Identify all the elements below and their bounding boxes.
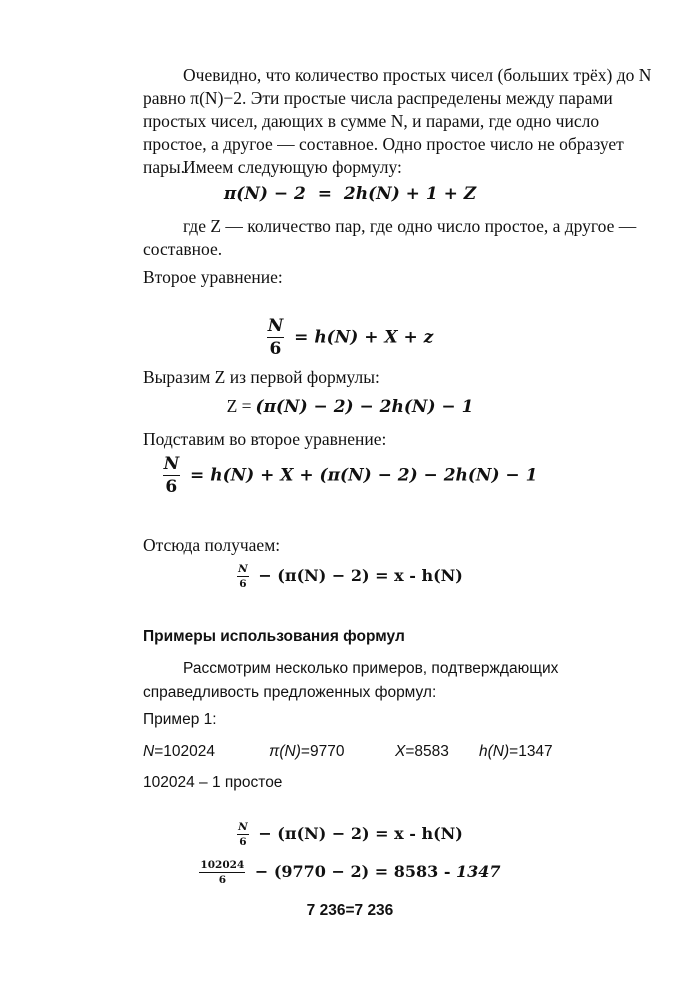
where-z-text: где Z — количество пар, где одно число простое, а другое — составное.	[143, 216, 637, 259]
fraction-numerator: 102024	[200, 859, 245, 871]
express-z-label: Выразим Z из первой формулы:	[143, 367, 380, 387]
value-pi-n-text: =9770	[300, 743, 345, 760]
examples-intro: Рассмотрим несколько примеров, подтверждающих справедливость предложенных формул:	[143, 660, 559, 701]
formula-5-rhs: − (π(N) − 2) = x - h(N)	[258, 566, 463, 585]
example-1-formula-numeric-rhs: − (9770 − 2) = 8583 -	[254, 862, 457, 881]
formula-2-rhs: = h(N) + X + z	[294, 327, 434, 348]
substitute-label: Подставим во второе уравнение:	[143, 429, 387, 449]
formula-2	[0, 318, 700, 358]
fraction-n-over-6	[163, 456, 181, 496]
second-equation-label: Второе уравнение:	[143, 267, 283, 287]
value-h-n-text: =1347	[509, 743, 553, 760]
value-n-text: =102024	[154, 743, 215, 760]
hence-label: Отсюда получаем:	[143, 535, 281, 555]
fraction-n-over-6	[267, 318, 285, 358]
fraction-n-over-6	[237, 564, 249, 589]
value-h-n	[479, 740, 553, 763]
value-x	[395, 740, 479, 763]
example-1-formula-numeric	[0, 860, 700, 885]
fraction-denominator: 6	[269, 339, 282, 359]
example-1-formula-general	[0, 822, 700, 847]
formula-3-lhs: Z =	[226, 396, 252, 416]
example-1-note: 102024 – 1 простое	[143, 774, 283, 791]
fraction-numerator: N	[267, 316, 284, 336]
fraction-numerator: N	[238, 821, 248, 833]
example-1-values	[143, 740, 663, 763]
value-x-text: =8583	[405, 743, 449, 760]
fraction-denominator: 6	[239, 835, 247, 848]
example-1-formula-general-rhs: − (π(N) − 2) = x - h(N)	[258, 824, 463, 843]
formula-3-rhs: (π(N) − 2) − 2h(N) − 1	[255, 397, 474, 417]
value-pi-n	[269, 740, 395, 763]
value-n-name: N	[143, 743, 155, 760]
fraction-denominator: 6	[239, 577, 247, 590]
fraction-numerator: N	[238, 563, 248, 575]
example-1-result: 7 236=7 236	[306, 902, 394, 919]
formula-intro-text: Имеем следующую формулу:	[183, 157, 402, 177]
example-1-formula-numeric-italic: 1347	[456, 862, 501, 881]
formula-5	[0, 564, 700, 589]
formula-1-rhs: 2h(N) + 1 + Z	[343, 184, 477, 204]
formula-1	[0, 184, 700, 204]
formula-3	[0, 396, 700, 417]
fraction-denominator: 6	[165, 477, 178, 497]
intro-paragraph: Очевидно, что количество простых чисел (больших трёх) до N равно π(N)−2. Эти простые числа распределены между парами простых чисел, дающих в сумме N, и парами, где одно число простое, а другое — составное. Одно простое число не образует пары.	[143, 65, 652, 177]
fraction-denominator: 6	[218, 873, 226, 886]
fraction-numerator: N	[163, 454, 180, 474]
value-pi-n-name: π(N)	[269, 743, 301, 760]
formula-4-rhs: = h(N) + X + (π(N) − 2) − 2h(N) − 1	[190, 465, 538, 486]
example-1-label: Пример 1:	[143, 711, 217, 728]
value-h-n-name: h(N)	[479, 743, 510, 760]
formula-1-lhs: π(N) − 2	[223, 184, 306, 204]
value-n	[143, 740, 269, 763]
formula-4	[0, 456, 700, 496]
fraction-102024-over-6	[199, 860, 245, 885]
value-x-name: X	[395, 743, 406, 760]
examples-heading: Примеры использования формул	[143, 628, 405, 645]
fraction-n-over-6	[237, 822, 249, 847]
formula-1-eq: =	[317, 184, 332, 204]
